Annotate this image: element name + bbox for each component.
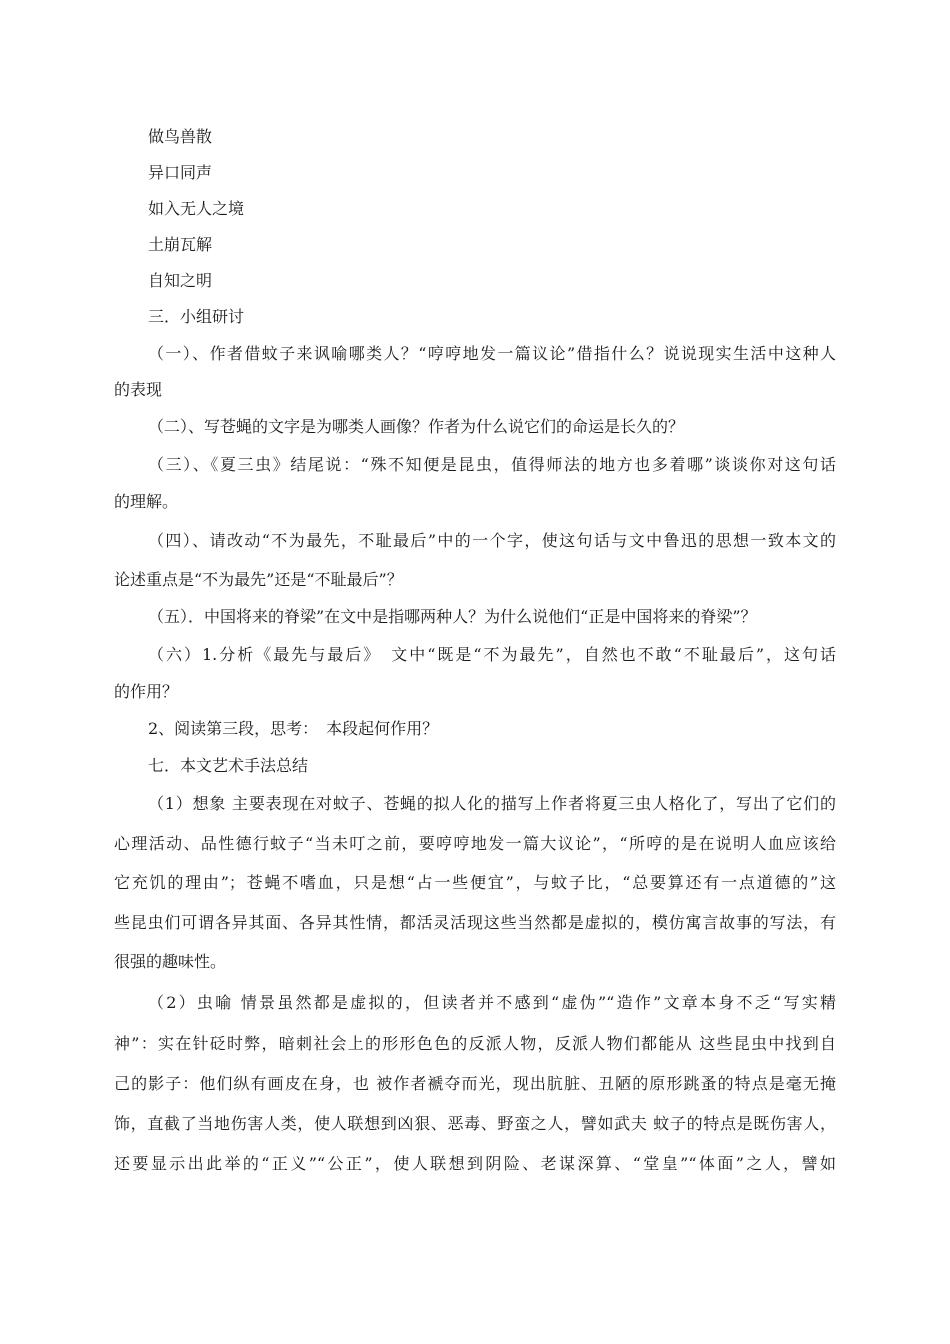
idiom-line: 做鸟兽散 <box>148 127 213 146</box>
paragraph-line: 些昆虫们可谓各异其面、各异其性情，都活灵活现这些当然都是虚拟的，模仿寓言故事的写法，有 <box>114 913 836 932</box>
paragraph-line: 还要显示出此举的“正义”“公正”，使人联想到阴险、老谋深算、“堂皇”“体面”之人，譬如 <box>114 1154 836 1173</box>
question-line: 的理解。 <box>114 492 179 511</box>
paragraph-line: 神”：实在针砭时弊，暗刺社会上的形形色色的反派人物，反派人物们都能从 这些昆虫中找到自 <box>114 1034 836 1053</box>
paragraph-line: 很强的趣味性。 <box>114 952 227 971</box>
question-line: （二）、写苍蝇的文字是为哪类人画像？作者为什么说它们的命运是长久的？ <box>148 417 685 436</box>
idiom-line: 如入无人之境 <box>148 199 245 218</box>
question-line: （六）1.分析《最先与最后》 文中“既是“不为最先”，自然也不敢“不耻最后”，这句话 <box>148 645 836 664</box>
paragraph-line: 它充饥的理由”；苍蝇不嗜血，只是想“占一些便宜”，与蚊子比，“总要算还有一点道德的”这 <box>114 873 836 892</box>
question-line: （一）、作者借蚊子来讽喻哪类人？“哼哼地发一篇议论”借指什么？说说现实生活中这种人 <box>148 344 836 363</box>
paragraph-line: 心理活动、品性德行蚊子“当未叮之前，要哼哼地发一篇大议论”，“所哼的是在说明人血应该给 <box>114 834 836 853</box>
paragraph-line: 饰，直截了当地伤害人类，使人联想到凶狠、恶毒、野蛮之人，譬如武夫 蚊子的特点是既伤害人， <box>114 1114 836 1133</box>
question-line: （四）、请改动“不为最先，不耻最后”中的一个字，使这句话与文中鲁迅的思想一致本文的 <box>148 531 836 550</box>
question-line: （五）．中国将来的脊梁”在文中是指哪两种人？为什么说他们“正是中国将来的脊梁”？ <box>148 607 757 626</box>
idiom-line: 自知之明 <box>148 271 213 290</box>
paragraph-line: （1）想象 主要表现在对蚊子、苍蝇的拟人化的描写上作者将夏三虫人格化了，写出了它们的 <box>148 794 836 813</box>
question-line: 的表现 <box>114 380 163 399</box>
paragraph-line: 己的影子：他们纵有画皮在身，也 被作者褫夺而光，现出肮脏、丑陋的原形跳蚤的特点是毫无掩 <box>114 1074 836 1093</box>
question-line: 的作用？ <box>114 682 179 701</box>
question-line: （三）、《夏三虫》结尾说：“殊不知便是昆虫，值得师法的地方也多着哪”谈谈你对这句话 <box>148 455 836 474</box>
section-heading: 七．本文艺术手法总结 <box>148 756 309 775</box>
question-line: 2、阅读第三段，思考： 本段起何作用？ <box>148 719 439 738</box>
idiom-line: 土崩瓦解 <box>148 235 213 254</box>
question-line: 论述重点是“不为最先”还是“不耻最后”？ <box>114 570 403 589</box>
section-heading: 三．小组研讨 <box>148 307 245 326</box>
paragraph-line: （2）虫喻 情景虽然都是虚拟的，但读者并不感到“虚伪”“造作”文章本身不乏“写实精 <box>148 993 836 1012</box>
idiom-line: 异口同声 <box>148 163 213 182</box>
